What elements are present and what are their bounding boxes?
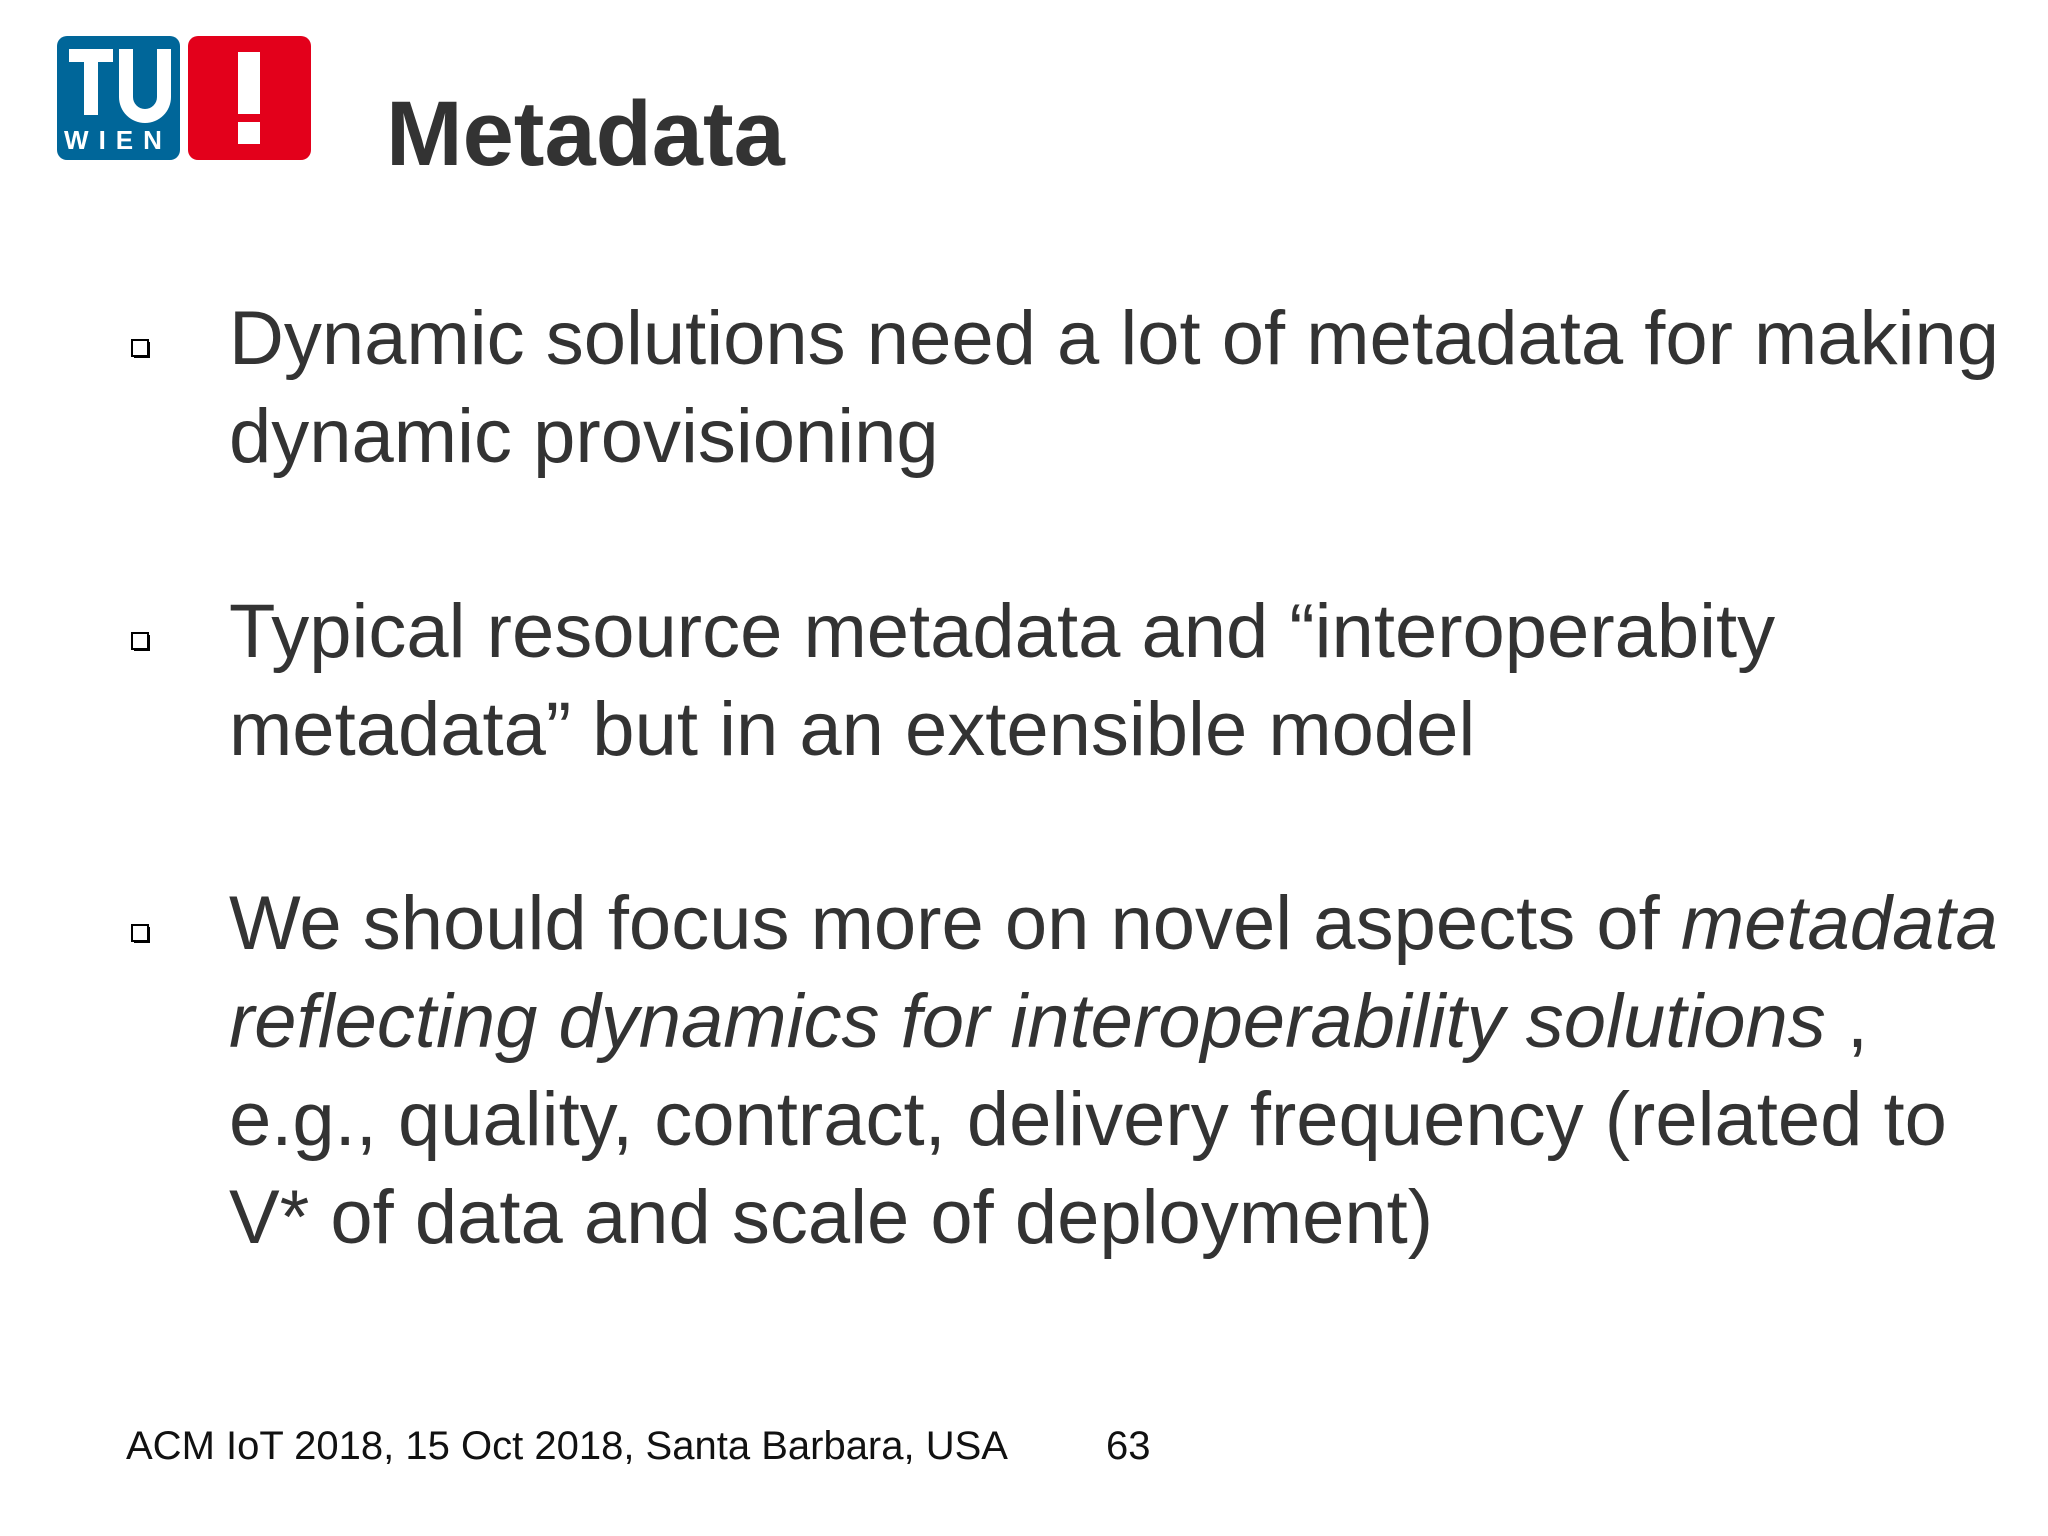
checkbox-bullet-icon — [128, 921, 152, 945]
svg-text:WIEN: WIEN — [64, 125, 172, 155]
slide-title: Metadata — [386, 83, 785, 185]
bullet-text-3-lead: We should focus more on novel aspects of — [229, 881, 1681, 966]
checkbox-bullet-icon — [128, 629, 152, 653]
bullet-text-3 — [229, 875, 2009, 1267]
footer-event: ACM IoT 2018, 15 Oct 2018, Santa Barbara, USA — [126, 1424, 1008, 1468]
bullet-text-3-tail: , e.g., quality, contract, delivery frequency (related to V* of data and scale of deployment) — [229, 979, 1947, 1260]
tu-wien-logo — [57, 36, 311, 160]
bullet-text-1: Dynamic solutions need a lot of metadata for making dynamic provisioning — [229, 296, 2000, 479]
page-number: 63 — [1106, 1424, 1151, 1468]
bullet-text-2: Typical resource metadata and “interoperabity metadata” but in an extensible model — [229, 589, 1776, 772]
bullet-text-3-emphasis: metadata reflecting dynamics for interoperability solutions — [229, 881, 1998, 1064]
checkbox-bullet-icon — [128, 336, 152, 360]
